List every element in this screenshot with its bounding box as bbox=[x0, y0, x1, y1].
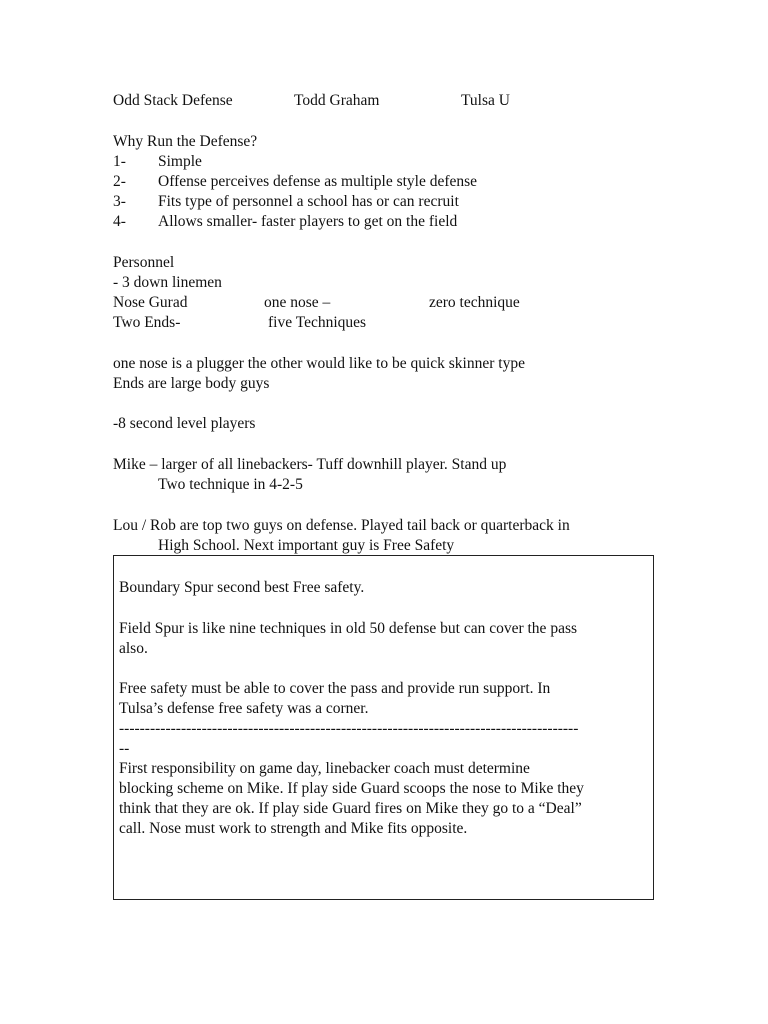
document-title: Odd Stack Defense bbox=[113, 92, 233, 109]
responsibility-line4: call. Nose must work to strength and Mike fits opposite. bbox=[119, 820, 468, 837]
responsibility-line1: First responsibility on game day, linebacker coach must determine bbox=[119, 760, 530, 777]
list-number: 1- bbox=[113, 153, 126, 170]
responsibility-line2: blocking scheme on Mike. If play side Guard scoops the nose to Mike they bbox=[119, 780, 584, 797]
nose-note: one nose is a plugger the other would like to be quick skinner type bbox=[113, 355, 525, 372]
mike-technique: Two technique in 4-2-5 bbox=[158, 476, 303, 493]
personnel-heading: Personnel bbox=[113, 254, 175, 271]
field-spur-note-line2: also. bbox=[119, 640, 148, 657]
school-name: Tulsa U bbox=[461, 92, 510, 109]
list-item bbox=[113, 192, 533, 212]
dashed-divider: ----------------------------------------------------------------------------------------- bbox=[119, 720, 579, 737]
list-number: 3- bbox=[113, 193, 126, 210]
list-item bbox=[113, 212, 533, 232]
responsibility-line3: think that they are ok. If play side Guard fires on Mike they go to a “Deal” bbox=[119, 800, 582, 817]
lou-rob-continued: High School. Next important guy is Free Safety bbox=[158, 537, 455, 554]
field-spur-note-line1: Field Spur is like nine techniques in old 50 defense but can cover the pass bbox=[119, 620, 578, 637]
list-item bbox=[113, 152, 533, 172]
list-item bbox=[113, 172, 533, 192]
boundary-spur-note: Boundary Spur second best Free safety. bbox=[119, 579, 365, 596]
list-number: 2- bbox=[113, 173, 126, 190]
free-safety-note-line1: Free safety must be able to cover the pass and provide run support. In bbox=[119, 680, 551, 697]
nose-label: Nose Gurad bbox=[113, 294, 188, 311]
author-name: Todd Graham bbox=[294, 92, 380, 109]
ends-label: Two Ends- bbox=[113, 314, 181, 331]
second-level-players: -8 second level players bbox=[113, 415, 256, 432]
lou-rob-description: Lou / Rob are top two guys on defense. Played tail back or quarterback in bbox=[113, 517, 570, 534]
notes-box bbox=[113, 555, 654, 900]
list-text: Offense perceives defense as multiple style defense bbox=[158, 173, 478, 190]
dashed-divider-tail: -- bbox=[119, 740, 130, 757]
ends-note: Ends are large body guys bbox=[113, 375, 270, 392]
ends-technique: five Techniques bbox=[268, 314, 367, 331]
nose-row bbox=[113, 293, 553, 313]
free-safety-note-line2: Tulsa’s defense free safety was a corner. bbox=[119, 700, 369, 717]
mike-description: Mike – larger of all linebackers- Tuff downhill player. Stand up bbox=[113, 456, 507, 473]
document-header bbox=[113, 91, 533, 111]
why-heading: Why Run the Defense? bbox=[113, 133, 258, 150]
nose-technique: zero technique bbox=[429, 294, 520, 311]
list-text: Fits type of personnel a school has or can recruit bbox=[158, 193, 459, 210]
linemen-count: - 3 down linemen bbox=[113, 274, 222, 291]
nose-count: one nose – bbox=[264, 294, 331, 311]
list-text: Simple bbox=[158, 153, 202, 170]
list-text: Allows smaller- faster players to get on the field bbox=[158, 213, 458, 230]
list-number: 4- bbox=[113, 213, 126, 230]
ends-row bbox=[113, 313, 553, 333]
